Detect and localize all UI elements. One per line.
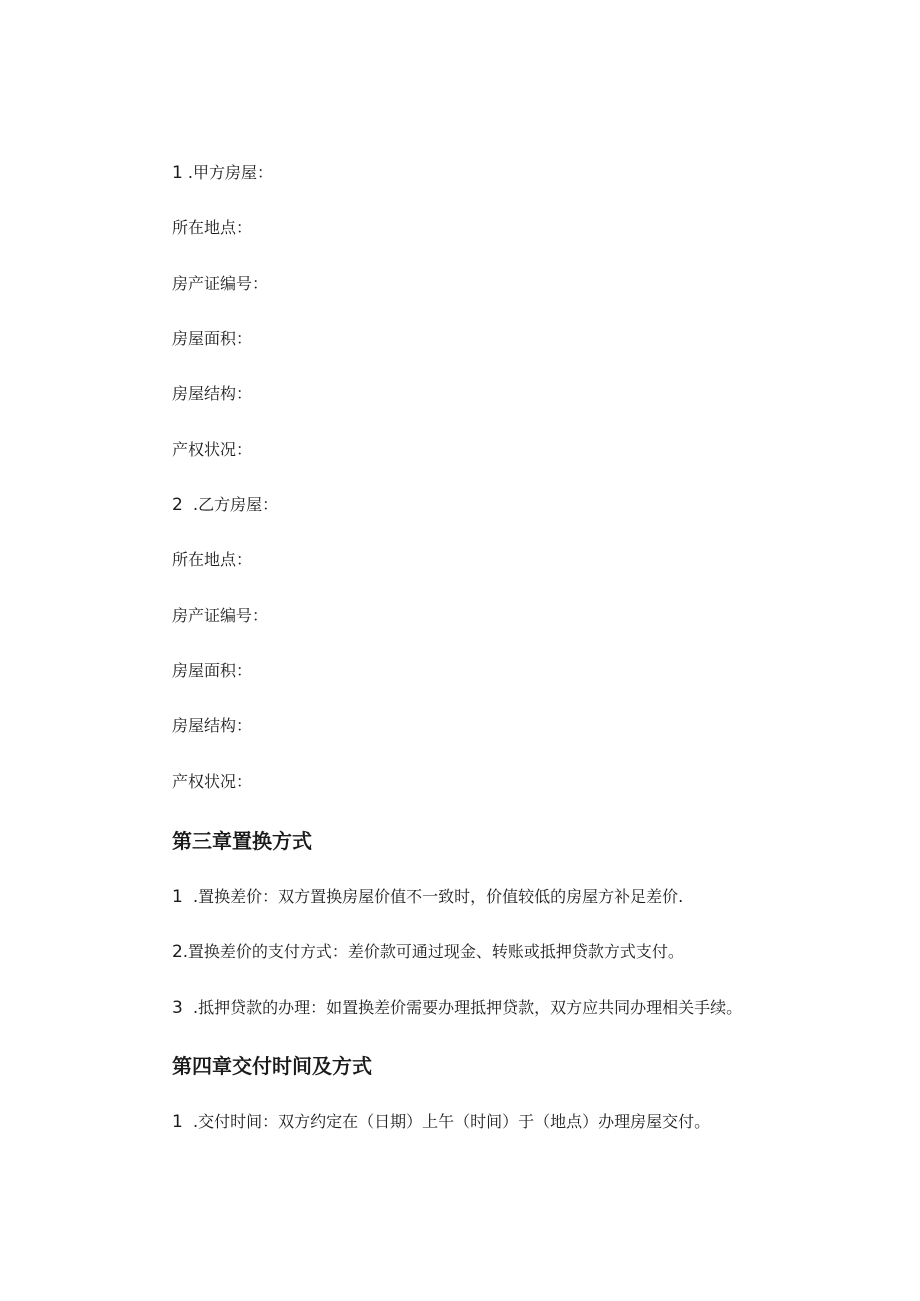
item-number: 1: [172, 887, 183, 907]
item-text: .置换差价：双方置换房屋价值不一致时，价值较低的房屋方补足差价.: [193, 887, 684, 906]
chapter4-item-1: [172, 1112, 710, 1132]
field-area-b: 房屋面积：: [172, 661, 253, 680]
field-location-b: 所在地点：: [172, 550, 253, 569]
chapter3-item-2: [172, 942, 684, 962]
item-text: .甲方房屋：: [187, 163, 274, 182]
item-text: .乙方房屋：: [193, 495, 279, 514]
section-a-title: [172, 163, 273, 183]
field-ownership-a: 产权状况：: [172, 440, 253, 459]
item-number: 2: [172, 942, 183, 962]
chapter3-heading: 第三章置换方式: [172, 829, 312, 853]
field-cert-number-a: 房产证编号：: [172, 274, 269, 293]
chapter4-heading: 第四章交付时间及方式: [172, 1054, 372, 1078]
item-number: 1: [172, 1112, 183, 1132]
section-b-title: [172, 495, 278, 515]
field-area-a: 房屋面积：: [172, 329, 253, 348]
field-ownership-b: 产权状况：: [172, 772, 253, 791]
field-location-a: 所在地点：: [172, 218, 253, 237]
item-number: 1: [172, 163, 183, 183]
item-number: 3: [172, 998, 183, 1018]
item-text: .抵押贷款的办理：如置换差价需要办理抵押贷款，双方应共同办理相关手续。: [193, 998, 743, 1017]
chapter3-item-1: [172, 887, 683, 907]
field-structure-a: 房屋结构：: [172, 384, 253, 403]
chapter3-item-3: [172, 998, 742, 1018]
item-number: 2: [172, 495, 183, 515]
item-text: .交付时间：双方约定在（日期）上午（时间）于（地点）办理房屋交付。: [193, 1112, 711, 1131]
field-cert-number-b: 房产证编号：: [172, 606, 269, 625]
field-structure-b: 房屋结构：: [172, 716, 253, 735]
item-text: .置换差价的支付方式：差价款可通过现金、转账或抵押贷款方式支付。: [182, 942, 684, 961]
